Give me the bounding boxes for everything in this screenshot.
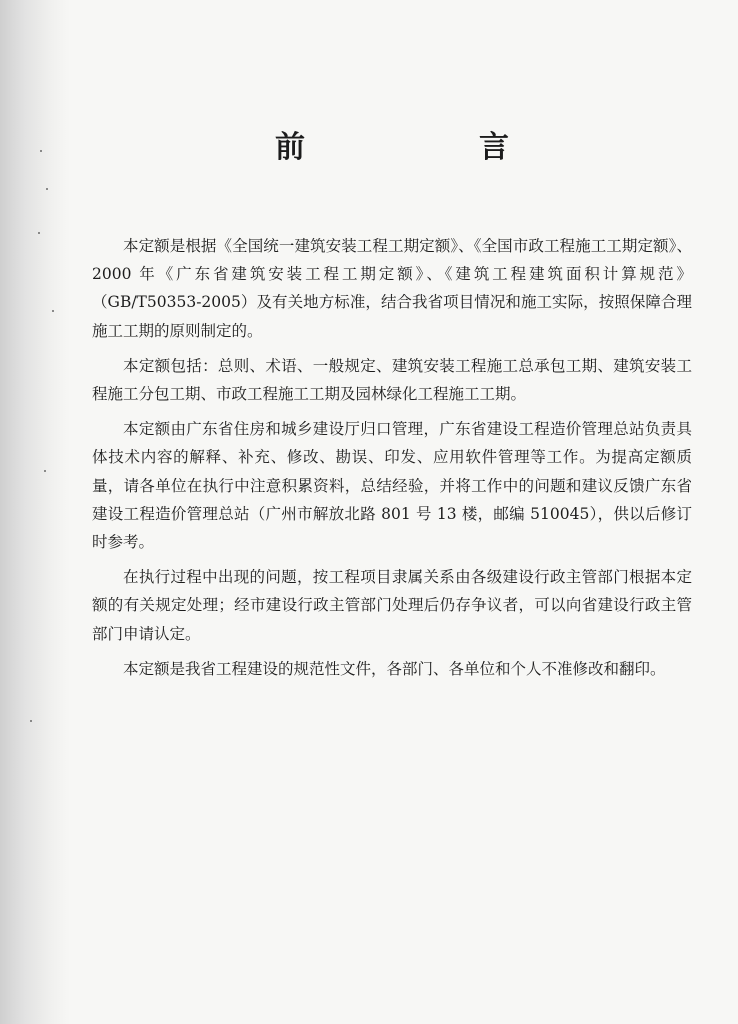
scan-speckle — [30, 720, 32, 722]
scan-speckle — [38, 232, 40, 234]
scan-speckle — [46, 188, 48, 190]
paragraph-contents: 本定额包括：总则、术语、一般规定、建筑安装工程施工总承包工期、建筑安装工程施工分包工期、市政工程施工工期及园林绿化工程施工工期。 — [92, 356, 692, 404]
scan-speckle — [40, 150, 42, 152]
paragraph-basis: 本定额是根据《全国统一建筑安装工程工期定额》、《全国市政工程施工工期定额》、2000 年《广东省建筑安装工程工期定额》、《建筑工程建筑面积计算规范》（GB/T50353-2005）及有关地方标准，结合我省项目情况和施工实际，按照保障合理施工工期的原则制定的。 — [92, 237, 692, 340]
scan-speckle — [52, 310, 54, 312]
page-title: 前 言 — [275, 130, 581, 165]
scan-speckle — [44, 470, 46, 472]
paragraph-disputes: 在执行过程中出现的问题，按工程项目隶属关系由各级建设行政主管部门根据本定额的有关规定处理；经市建设行政主管部门处理后仍存争议者，可以向省建设行政主管部门申请认定。 — [92, 568, 692, 643]
scan-binding-shadow — [0, 0, 70, 1024]
document-body — [92, 232, 692, 683]
paragraph-copyright: 本定额是我省工程建设的规范性文件，各部门、各单位和个人不准修改和翻印。 — [123, 659, 666, 678]
paragraph-management: 本定额由广东省住房和城乡建设厅归口管理，广东省建设工程造价管理总站负责具体技术内容的解释、补充、修改、勘误、印发、应用软件管理等工作。为提高定额质量，请各单位在执行中注意积累资料，总结经验，并将工作中的问题和建议反馈广东省建设工程造价管理总站（广州市解放北路 801 号 13 楼，邮编 510045），供以后修订时参考。 — [92, 420, 692, 552]
document-page — [92, 118, 692, 690]
